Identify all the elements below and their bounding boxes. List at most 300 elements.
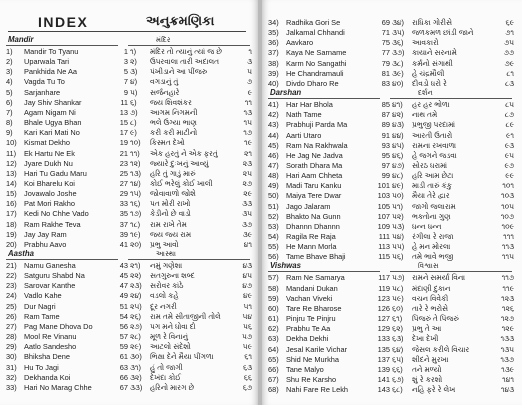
gujarati-entry-title: પ્રભુજી પરદામાં (412, 120, 456, 130)
gujarati-entry-title: જ્યારે દુઃખનું આવ્યું (150, 158, 209, 168)
index-entry (6, 57, 254, 67)
entry-page-number: 49 (119, 291, 128, 301)
entry-title: Mandir To Tyanu (24, 47, 79, 56)
entry-number: 9) (6, 128, 13, 138)
index-entry (268, 100, 516, 110)
entry-page-number: 1 (123, 47, 128, 56)
entry-page-number: 33 (119, 199, 128, 209)
index-entry (268, 28, 516, 38)
gujarati-page-number: ૧૧૩ (501, 242, 514, 252)
gujarati-page-number: ૯૩ (504, 140, 514, 150)
entry-page-number: 89 (381, 120, 390, 130)
entry-number: 35) (268, 28, 279, 38)
gujarati-page-number: ૪૧ (243, 239, 252, 249)
index-entry (268, 334, 516, 344)
entry-page-number: 11 (120, 97, 128, 107)
gujarati-entry-number: ૨૫) (130, 301, 142, 311)
gujarati-entry-title: તારે રે ભરોસે (412, 303, 449, 313)
gujarati-entry-title: સોરઠ ધરામાં (412, 160, 448, 170)
entry-page-number: 21 (119, 148, 128, 158)
index-entry (268, 161, 516, 171)
gujarati-entry-number: ૧૯) (130, 229, 141, 239)
entry-page-number: 66 (119, 372, 128, 382)
gujarati-page-number: ૩૩ (242, 199, 252, 209)
gujarati-entry-number: ૨૩) (130, 281, 142, 291)
gujarati-entry-title: કિસ્મત દેખો (150, 138, 185, 148)
gujarati-entry-number: ૩) (130, 67, 138, 77)
gujarati-entry-number: ૧૦) (130, 138, 141, 148)
index-entry (6, 118, 254, 128)
entry-number: 15) (6, 189, 17, 199)
gujarati-entry-number: ૬) (130, 97, 137, 107)
entry-title: Nath Tame (286, 110, 322, 120)
gujarati-entry-number: ૧૪) (130, 178, 141, 188)
gujarati-entry-title: કોઈ ભરેલું કોઈ ખાલી (150, 178, 213, 188)
gujarati-entry-title: હરિ તું ગાડું મારું (150, 168, 196, 178)
gujarati-entry-number: ૨૯) (130, 342, 142, 352)
gujarati-entry-number: ૬૪) (392, 344, 404, 354)
entry-title: Dur Nagri (24, 301, 56, 311)
gujarati-entry-number: ૮) (130, 118, 137, 128)
gujarati-entry-number: ૬૬) (392, 364, 403, 374)
gujarati-entry-number: ૧૧) (130, 148, 140, 158)
gujarati-entry-number: ૪૯) (392, 181, 404, 191)
index-entry (6, 322, 254, 332)
entry-page-number: 87 (381, 110, 390, 120)
entry-number: 26) (6, 311, 17, 321)
entry-number: 28) (6, 332, 17, 342)
gujarati-entry-title: હે જગને જડવા (412, 150, 457, 160)
gujarati-page-number: ૫૬ (243, 321, 252, 331)
entry-title: Hari Aam Chheta (286, 171, 343, 181)
gujarati-entry-title: રામને સમર્યા વિના (412, 273, 466, 283)
gujarati-page-number: ૩ (247, 57, 252, 67)
gujarati-entry-number: ૪૧) (392, 100, 403, 110)
gujarati-page-number: ૫૪ (242, 311, 252, 321)
entry-page-number: 103 (377, 191, 390, 201)
gujarati-page-number: ૯૧ (506, 130, 514, 140)
entry-page-number: 19 (119, 138, 128, 148)
gujarati-page-number: ૧૯ (244, 138, 252, 148)
entry-page-number: 95 (381, 150, 390, 160)
entry-title: Uparwala Tari (24, 57, 70, 67)
right-page (262, 0, 522, 405)
entry-title: Bhale Ugya Bhan (24, 118, 82, 128)
entry-page-number: 129 (377, 324, 390, 334)
entry-page-number: 137 (377, 354, 390, 364)
entry-number: 22) (6, 271, 17, 281)
gujarati-page-number: ૧૧૫ (501, 252, 514, 262)
gujarati-page-number: ૪૯ (243, 291, 252, 301)
gujarati-section-heading: આસ્થા (156, 249, 176, 258)
gujarati-entry-number: ૬૭) (392, 374, 404, 384)
index-entry (268, 202, 516, 212)
gujarati-entry-title: આરતી ઉતારો (412, 130, 453, 140)
index-entry (268, 345, 516, 355)
section-heading: Mandir (8, 35, 34, 44)
gujarati-entry-number: ૧૨) (130, 158, 141, 168)
gujarati-page-number: ૨૫ (242, 168, 252, 178)
entry-title: Vagda Tu To (24, 77, 65, 87)
entry-title: Jyare Dukh Nu (24, 158, 73, 168)
index-entry (6, 179, 254, 189)
entry-number: 31) (6, 362, 17, 372)
entry-page-number: 17 (119, 128, 128, 138)
gujarati-entry-title: પ્રભુ આવો (150, 239, 179, 249)
entry-number: 1) (6, 47, 13, 56)
entry-title: Tare Re Bharose (286, 303, 342, 313)
gujarati-page-number: ૫૯ (242, 342, 252, 352)
entry-title: Ram Ne Samarya (286, 273, 345, 283)
index-entry (268, 304, 516, 314)
entry-title: Jago Jalaram (286, 201, 331, 211)
entry-page-number: 119 (378, 283, 390, 293)
gujarati-page-number: ૧૧૯ (502, 283, 514, 293)
gujarati-entry-number: ૪૭) (392, 160, 405, 170)
entry-number: 11) (6, 148, 17, 158)
gujarati-entry-title: માડી તારું કંકુ (412, 181, 452, 191)
entry-number: 41) (268, 100, 279, 110)
index-entry (268, 294, 516, 304)
gujarati-page-number: ૫૧ (243, 301, 252, 311)
gujarati-entry-title: દીવડો ધરો રે (412, 78, 447, 88)
entry-number: 19) (6, 229, 17, 239)
entry-page-number: 39 (119, 229, 128, 239)
entry-title: Mool Re Vinanu (24, 332, 77, 342)
index-entry (6, 332, 254, 342)
entry-number: 13) (6, 168, 17, 178)
index-entry (6, 281, 254, 291)
gujarati-entry-number: ૩૯) (392, 68, 404, 78)
entry-title: Sarovar Kanthe (24, 281, 76, 291)
gujarati-entry-number: ૨૬) (130, 311, 141, 321)
index-entry (6, 88, 254, 98)
entry-title: Kari Kari Mati No (24, 128, 80, 138)
gujarati-page-number: ૧૦૯ (501, 221, 514, 231)
entry-title: Ragila Re Raja (286, 232, 336, 241)
gujarati-entry-title: કરી કરી માટીનો (150, 128, 198, 138)
gujarati-entry-title: મૈયા તેરે દ્વાર (412, 191, 450, 201)
entry-page-number: 139 (377, 364, 390, 374)
entry-page-number: 37 (119, 219, 128, 229)
entry-page-number: 141 (377, 374, 390, 384)
index-entry (6, 138, 254, 148)
index-entry (6, 302, 254, 312)
entry-number: 59) (268, 293, 279, 303)
entry-title: Prabhuji Parda Ma (286, 120, 348, 130)
entry-page-number: 25 (119, 168, 128, 178)
index-entry (268, 242, 516, 252)
entry-title: Maiya Tere Dwar (286, 191, 342, 201)
gujarati-entry-number: ૫૦) (392, 191, 404, 201)
entry-title: Kedi No Chhe Vado (24, 209, 89, 219)
gujarati-page-number: ૧૨૬ (501, 303, 514, 313)
gujarati-entry-title: જોવાવાળો જોશે (150, 189, 196, 199)
entry-page-number: 109 (377, 221, 390, 231)
gujarati-entry-number: ૧) (130, 47, 137, 56)
index-entry (268, 141, 516, 151)
gujarati-page-number: ૨૯ (243, 189, 252, 199)
index-entry (6, 159, 254, 169)
entry-number: 25) (6, 301, 17, 311)
entry-page-number: 115 (378, 252, 390, 262)
entry-number: 12) (6, 158, 17, 168)
entry-title: Jovawalo Joshe (24, 189, 77, 199)
entry-title: Ram Tame (24, 311, 60, 321)
entry-number: 6) (6, 97, 13, 107)
index-entry (6, 98, 254, 108)
gujarati-entry-title: રાધિકા ગોરીસે (412, 18, 452, 27)
entry-title: Ram Rakhe Teva (24, 219, 81, 229)
entry-title: Mandani Dukan (286, 283, 338, 293)
gujarati-page-number: ૧૦૩ (501, 191, 514, 201)
index-entry (268, 375, 516, 385)
entry-title: Sarjanhare (24, 87, 61, 97)
index-entry (268, 222, 516, 232)
entry-page-number: 41 (119, 239, 128, 249)
gujarati-entry-title: હે ચંદ્રમૌલી (412, 68, 445, 78)
index-entry (268, 151, 516, 161)
entry-number: 48) (268, 171, 279, 181)
entry-number: 21) (6, 261, 17, 270)
gujarati-page-number: ૧૫ (243, 118, 252, 128)
gujarati-entry-number: ૩૪) (392, 18, 404, 27)
index-entry (268, 355, 516, 365)
entry-page-number: 135 (377, 344, 390, 354)
gujarati-entry-title: સતગુરુના શબ્દ (150, 271, 195, 281)
gujarati-entry-number: ૫૯) (392, 293, 404, 303)
gujarati-page-number: ૧૪૧ (502, 374, 514, 384)
index-entry (6, 209, 254, 219)
gujarati-entry-number: ૨૨) (130, 271, 142, 281)
index-entry (6, 352, 254, 362)
gujarati-entry-title: હર હર ભોળા (412, 100, 450, 110)
entry-number: 56) (268, 252, 279, 262)
gujarati-page-number: ૭ (246, 77, 252, 87)
index-entry (6, 108, 254, 118)
gujarati-page-number: ૯૫ (504, 150, 514, 160)
gujarati-page-number: ૫૭ (242, 332, 252, 342)
index-entry (268, 69, 516, 79)
gujarati-entry-title: નાથ તમે (412, 110, 438, 120)
entry-number: 52) (268, 211, 279, 221)
index-entry (268, 120, 516, 130)
entry-title: Shu Re Karsho (286, 374, 337, 384)
entry-number: 62) (268, 324, 279, 334)
index-entry (268, 191, 516, 201)
gujarati-entry-title: હરિનો મારગ છે (150, 382, 195, 392)
gujarati-entry-title: કેડીનો છે વાડો (150, 209, 191, 219)
gujarati-entry-number: ૪૪) (392, 130, 404, 140)
index-entry (6, 199, 254, 209)
entry-title: Koi Bharelu Koi (24, 178, 75, 188)
entry-number: 40) (268, 78, 279, 88)
entry-number: 7) (6, 107, 13, 117)
entry-page-number: 51 (119, 301, 128, 311)
index-entry (6, 291, 254, 301)
gujarati-entry-number: ૫૧) (392, 201, 403, 211)
entry-number: 54) (268, 232, 279, 241)
entry-title: Jalkamal Chhandi (286, 28, 345, 38)
index-entry (6, 373, 254, 383)
gujarati-entry-number: ૩૩) (130, 382, 143, 392)
entry-number: 14) (6, 178, 17, 188)
gujarati-entry-number: ૧૩) (130, 168, 142, 178)
gujarati-page-number: ૧૦૧ (502, 181, 514, 191)
gujarati-entry-title: તને મળ્યો (412, 364, 442, 374)
entry-title: He Mann Morla (286, 242, 337, 252)
entry-number: 27) (6, 321, 17, 331)
gujarati-entry-number: ૫૬) (392, 252, 404, 262)
gujarati-entry-number: ૯) (130, 128, 137, 138)
index-entry (268, 18, 516, 28)
gujarati-page-number: ૮૩ (505, 78, 514, 88)
entry-page-number: 105 (377, 201, 390, 211)
gujarati-entry-number: ૩૦) (130, 352, 142, 362)
gujarati-entry-number: ૫) (130, 87, 138, 97)
section-divider (268, 98, 380, 99)
gujarati-page-number: ૧૩૯ (501, 364, 514, 374)
entry-number: 33) (6, 382, 17, 392)
index-entry (6, 342, 254, 352)
index-entry (268, 232, 516, 242)
gujarati-entry-number: ૪૬) (392, 150, 404, 160)
index-entry (268, 385, 516, 395)
gujarati-entry-number: ૬૧) (392, 314, 403, 324)
gujarati-entry-title: ધન્ન ધન્ન (412, 221, 442, 231)
gujarati-page-number: ૧૦૫ (501, 201, 514, 211)
entry-page-number: 56 (119, 321, 128, 331)
gujarati-entry-number: ૬૦) (392, 303, 404, 313)
gujarati-page-number: ૭૭ (503, 48, 514, 58)
entry-page-number: 101 (377, 181, 390, 191)
gujarati-page-number: ૬૬ (243, 372, 252, 382)
gujarati-entry-number: ૧૮) (130, 219, 141, 229)
gujarati-entry-number: ૩૮) (392, 58, 404, 68)
entry-title: Dekha Dekhi (286, 334, 329, 344)
entry-title: Agam Nigam Ni (24, 107, 76, 117)
gujarati-entry-title: મૂળ રે વિનાનું (150, 332, 189, 342)
entry-title: Tane Malyo (286, 364, 324, 374)
gujarati-entry-number: ૩૭) (392, 48, 405, 58)
gujarati-entry-number: ૭) (130, 107, 138, 117)
gujarati-entry-title: શીદને મુરખા (412, 354, 449, 364)
gujarati-entry-title: હે મન મોરલા (412, 242, 451, 252)
entry-title: Tame Bhave Bhaji (286, 252, 346, 262)
entry-page-number: 67 (119, 382, 128, 392)
entry-number: 53) (268, 221, 279, 231)
gujarati-entry-title: ભક્તોના ગુણ (412, 211, 451, 221)
gujarati-entry-title: પ્રભુ તે આ (412, 324, 442, 334)
entry-title: Kismat Dekho (24, 138, 71, 148)
section-divider (6, 259, 118, 260)
gujarati-entry-number: ૬૨) (392, 324, 403, 334)
index-entry (268, 324, 516, 334)
entry-number: 18) (6, 219, 17, 229)
gujarati-page-number: ૯૯ (505, 171, 514, 181)
entry-title: Jesal Karile Vichar (286, 344, 348, 354)
entry-page-number: 69 (381, 18, 390, 27)
index-entry (268, 171, 516, 181)
section-heading: Vishwas (270, 261, 301, 271)
gujarati-page-number: ૧૧૭ (501, 273, 514, 283)
gujarati-page-number: ૯૭ (504, 160, 514, 170)
gujarati-entry-number: ૪) (130, 77, 138, 87)
gujarati-entry-title: આવકારો (412, 38, 439, 48)
index-entry (268, 38, 516, 48)
gujarati-entry-title: રંગીલા રે રાજા (412, 232, 454, 241)
entry-title: Nahi Fare Re Lekh (286, 385, 349, 395)
gujarati-entry-number: ૫૮) (392, 283, 404, 293)
entry-title: Aavkaro (286, 38, 314, 48)
gujarati-entry-number: ૧૬) (130, 199, 141, 209)
entry-page-number: 71 (381, 28, 390, 38)
entry-page-number: 117 (378, 273, 390, 283)
entry-page-number: 35 (119, 209, 128, 219)
entry-title: Pag Mane Dhova Do (24, 321, 93, 331)
entry-number: 47) (268, 160, 279, 170)
gujarati-entry-title: રામ તમે સીતાજીની તોલે (150, 311, 221, 321)
gujarati-entry-title: જેસલ કરીલે વિચાર (412, 344, 470, 354)
entry-title: Vadlo Kahe (24, 291, 62, 301)
gujarati-page-number: ૮૫ (505, 100, 514, 110)
index-entry (268, 131, 516, 141)
entry-title: Hu To Jagi (24, 362, 59, 372)
section-heading: Aastha (8, 249, 34, 258)
gujarati-entry-title: પિંજરું તે પિંજરું (412, 314, 459, 324)
gujarati-page-number: ૮૯ (505, 120, 514, 130)
gujarati-page-number: ૭૯ (504, 58, 514, 68)
gujarati-page-number: ૧૨૭ (500, 314, 514, 324)
gujarati-entry-title: એક હરતું ને એક ફરતું (150, 148, 218, 158)
entry-number: 65) (268, 354, 279, 364)
entry-number: 34) (268, 18, 279, 27)
entry-number: 5) (6, 87, 13, 97)
entry-number: 49) (268, 181, 279, 191)
gujarati-entry-number: ૩૬) (392, 38, 404, 48)
gujarati-entry-number: ૫૨) (392, 211, 404, 221)
entry-page-number: 91 (381, 130, 390, 140)
gujarati-page-number: ૧૨૩ (501, 293, 514, 303)
gujarati-entry-number: ૩૨) (130, 372, 142, 382)
entry-title: Hari No Marag Chhe (24, 382, 92, 392)
gujarati-entry-title: પત મોરી રાખો (150, 199, 191, 209)
gujarati-entry-title: દેખંદા કોઈ (150, 372, 181, 382)
index-entry (6, 312, 254, 322)
gujarati-entry-number: ૨૦) (130, 239, 142, 249)
entry-page-number: 9 (123, 87, 128, 97)
index-entry (268, 79, 516, 89)
entry-page-number: 127 (377, 314, 390, 324)
index-entry (268, 314, 516, 324)
gujarati-entry-title: ભલે ઉગ્યા ભાણ (150, 118, 197, 128)
gujarati-entry-title: વગડાનું તું (150, 77, 179, 87)
entry-number: 42) (268, 110, 279, 120)
entry-page-number: 59 (119, 342, 128, 352)
entry-page-number: 97 (381, 160, 390, 170)
gujarati-entry-title: પંખીડાને આ પીંજરુ (150, 67, 208, 77)
entry-page-number: 15 (119, 118, 128, 128)
gujarati-entry-title: જય શિવશંકર (150, 97, 192, 107)
gujarati-entry-title: હરિ આમ છેટા (412, 171, 454, 181)
entry-number: 67) (268, 374, 279, 384)
gujarati-page-number: ૩૯ (242, 229, 252, 239)
entry-title: Bhakto Na Gunn (286, 211, 341, 221)
gujarati-entry-number: ૫૫) (392, 242, 405, 252)
entry-page-number: 43 (119, 261, 128, 270)
gujarati-entry-title: આગમ નિગમની (150, 107, 198, 117)
index-entry (6, 189, 254, 199)
